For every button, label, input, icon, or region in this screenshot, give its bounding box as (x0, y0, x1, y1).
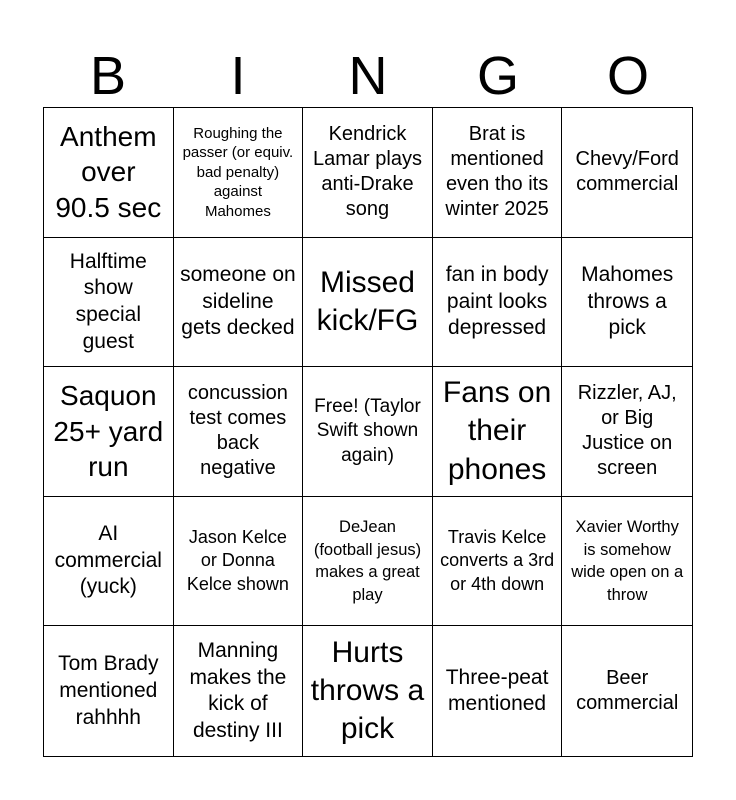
bingo-cell-r5-c3[interactable] (303, 626, 433, 756)
header-letter-b: B (89, 46, 127, 106)
bingo-cell-r4-c4[interactable] (433, 497, 563, 627)
cell-text: concussion test comes back negative (187, 382, 288, 480)
cell-text: AI commercial (yuck) (54, 522, 162, 599)
bingo-cell-r5-c4[interactable] (433, 626, 563, 756)
cell-text: fan in body paint looks depressed (445, 262, 549, 340)
cell-text: Fans on their phones (442, 375, 552, 486)
bingo-cell-r2-c3[interactable] (303, 238, 433, 368)
cell-text: Free! (Taylor Swift shown again) (314, 396, 421, 466)
cell-text: DeJean (football jesus) makes a great play (313, 518, 422, 604)
bingo-cell-r5-c2[interactable] (174, 626, 304, 756)
bingo-cell-r4-c1[interactable] (44, 497, 174, 627)
bingo-cell-r4-c2[interactable] (174, 497, 304, 627)
header-letter-o: O (606, 46, 649, 106)
cell-text: Anthem over 90.5 sec (55, 120, 162, 224)
cell-text: Brat is mentioned even tho its winter 2025 (445, 123, 549, 221)
header-letter-n: N (348, 46, 388, 106)
bingo-cell-r3-c4[interactable] (433, 367, 563, 497)
bingo-cell-r5-c1[interactable] (44, 626, 174, 756)
header-letter-i: I (230, 46, 246, 106)
bingo-header (43, 44, 693, 108)
bingo-cell-r1-c3[interactable] (303, 108, 433, 238)
cell-text: Jason Kelce or Donna Kelce shown (186, 527, 289, 594)
header-letter-g: G (476, 46, 519, 106)
bingo-cell-r2-c5[interactable] (562, 238, 692, 368)
bingo-cell-r1-c4[interactable] (433, 108, 563, 238)
bingo-cell-r2-c1[interactable] (44, 238, 174, 368)
bingo-cell-r4-c3[interactable] (303, 497, 433, 627)
bingo-cell-r3-c5[interactable] (562, 367, 692, 497)
cell-text: Xavier Worthy is somehow wide open on a throw (571, 518, 684, 604)
cell-text: Tom Brady mentioned rahhhh (58, 652, 159, 729)
bingo-cell-r1-c1[interactable] (44, 108, 174, 238)
bingo-cell-r1-c5[interactable] (562, 108, 692, 238)
cell-text: Hurts throws a pick (310, 635, 425, 746)
cell-text: Travis Kelce converts a 3rd or 4th down (440, 527, 555, 594)
bingo-cell-r3-c1[interactable] (44, 367, 174, 497)
bingo-cell-r3-c2[interactable] (174, 367, 304, 497)
bingo-cell-r2-c4[interactable] (433, 238, 563, 368)
bingo-cell-r5-c5[interactable] (562, 626, 692, 756)
bingo-cell-r1-c2[interactable] (174, 108, 304, 238)
cell-text: Manning makes the kick of destiny III (189, 638, 287, 742)
cell-text: Kendrick Lamar plays anti-Drake song (313, 123, 422, 221)
bingo-cell-r2-c2[interactable] (174, 238, 304, 368)
cell-text: Rizzler, AJ, or Big Justice on screen (577, 382, 677, 480)
cell-text: someone on sideline gets decked (180, 262, 296, 340)
bingo-cell-r4-c5[interactable] (562, 497, 692, 627)
cell-text: Missed kick/FG (316, 265, 419, 337)
bingo-board (43, 107, 693, 757)
cell-text: Saquon 25+ yard run (53, 379, 164, 483)
bingo-cell-r3-c3[interactable] (303, 367, 433, 497)
cell-text: Halftime show special guest (69, 249, 147, 353)
cell-text: Chevy/Ford commercial (575, 148, 679, 196)
cell-text: Beer commercial (576, 667, 679, 715)
cell-text: Roughing the passer (or equiv. bad penalty) against Mahomes (182, 124, 294, 220)
cell-text: Three-peat mentioned (445, 665, 549, 716)
cell-text: Mahomes throws a pick (581, 262, 674, 340)
